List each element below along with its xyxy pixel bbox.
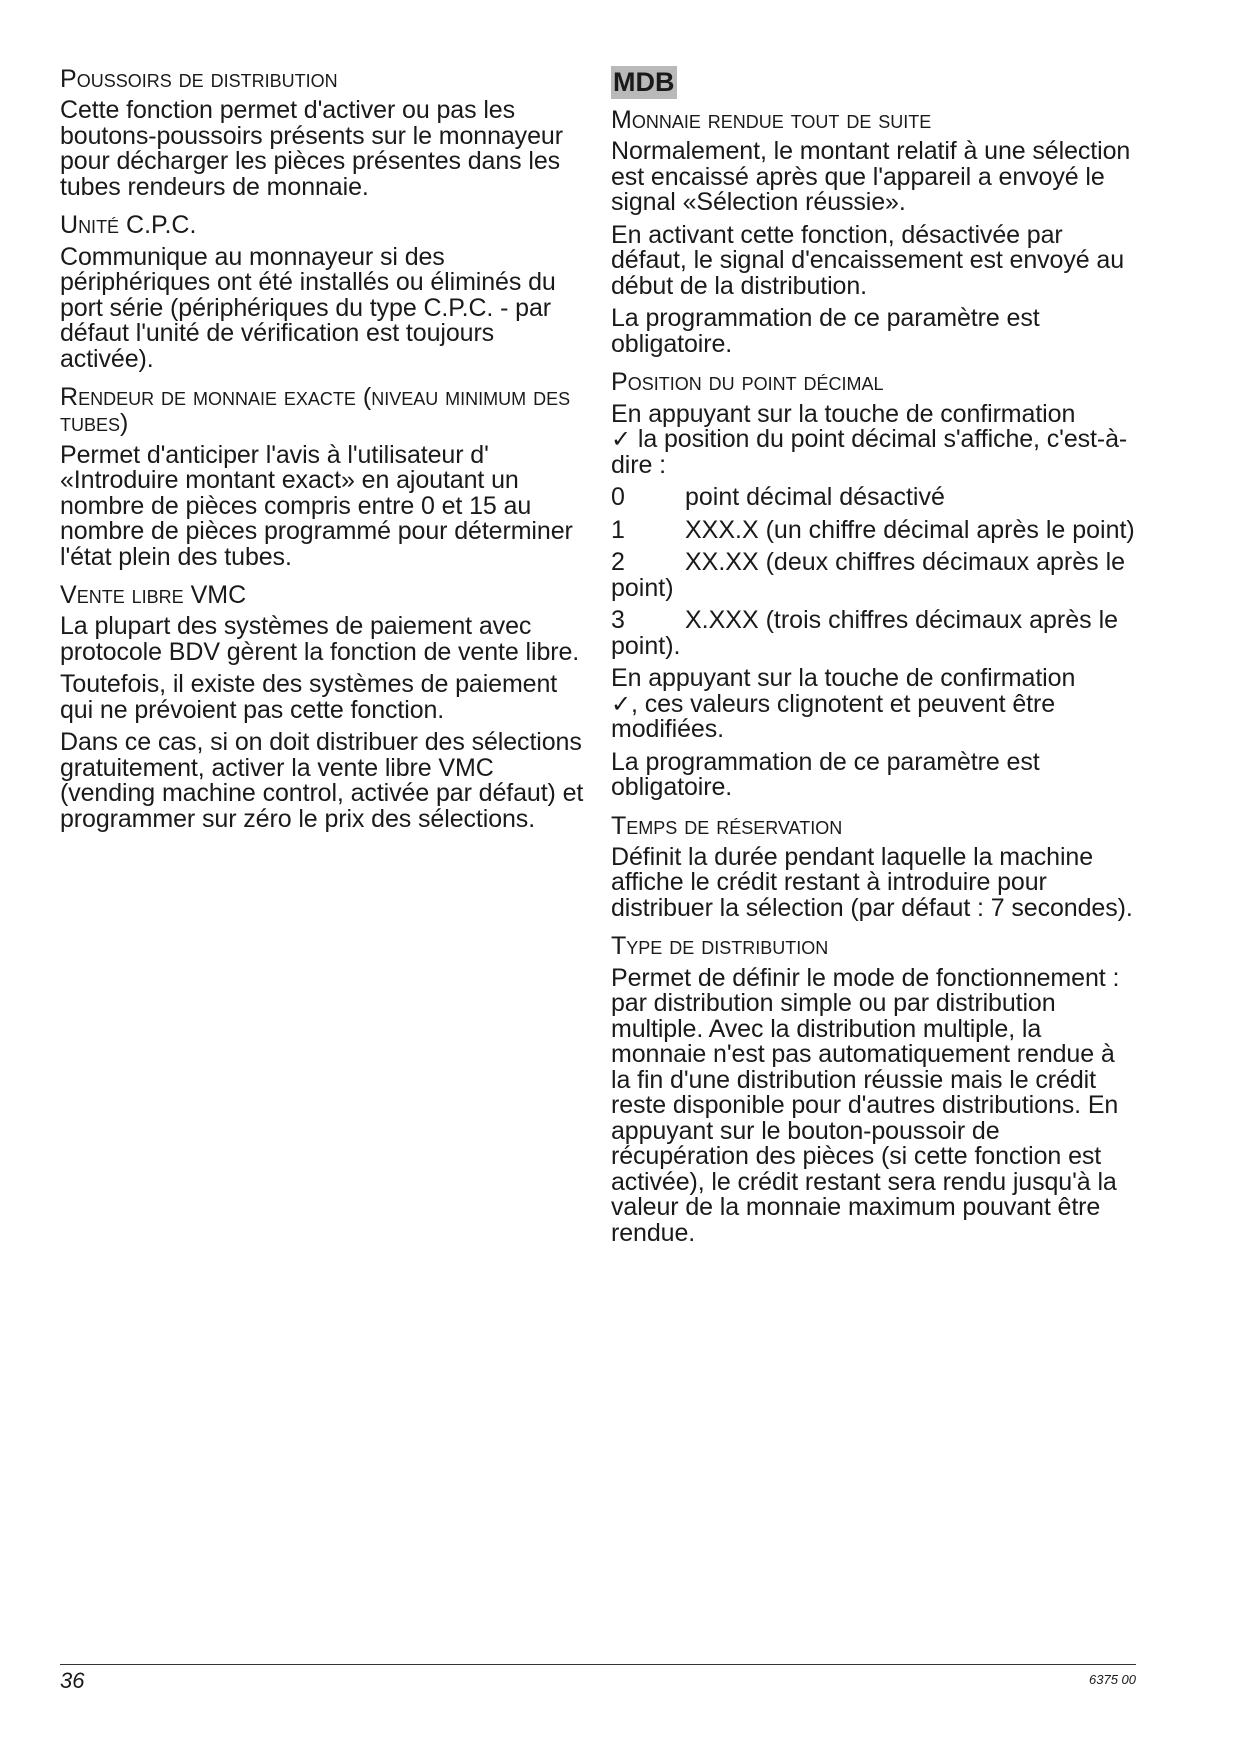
section-point-decimal [611,369,1136,800]
page-number: 36 [60,1668,85,1693]
option-item: 3 X.XXX (trois chiffres décimaux après le point). [611,606,1119,660]
section-monnaie-rendue [611,107,1136,357]
paragraph: Définit la durée pendant laquelle la machine affiche le crédit restant à introduire pour distribuer la sélection (par défaut : 7 secondes). [611,842,1133,922]
paragraph: Communique au monnayeur si des périphériques ont été installés ou éliminés du port série (périphériques du type C.P.C. - par défaut l'unité de vérification est toujours activée). [60,242,556,373]
section-vente-libre [60,582,585,832]
checkmark-icon: ✓ [611,689,632,718]
paragraph: Cette fonction permet d'activer ou pas les boutons-poussoirs présents sur le monnayeur pour décharger les pièces présentes dans les tubes rendeurs de monnaie. [60,96,563,201]
mdb-badge: MDB [613,67,675,97]
paragraph: Permet de définir le mode de fonctionnement : par distribution simple ou par distribution multiple. Avec la distribution multiple, la monnaie n'est pas automatiquement rendue à la fin d'une distribution réussie mais le crédit reste disponible pour d'autres distributions. En appuyant sur le bouton-poussoir de récupération des pièces (si cette fonction est activée), le crédit restant sera rendu jusqu'à la valeur de la monnaie maximum pouvant être rendue. [611,963,1120,1247]
section-heading: Position du point décimal [611,368,884,397]
paragraph: Permet d'anticiper l'avis à l'utilisateur d' «Introduire montant exact» en ajoutant un nombre de pièces compris entre 0 et 15 au nombre de pièces programmé pour déterminer l'état plein des tubes. [60,440,573,571]
paragraph: La plupart des systèmes de paiement avec protocole BDV gèrent la fonction de vente libre. [60,612,580,666]
paragraph: La programmation de ce paramètre est obligatoire. [611,304,1040,358]
option-item: 2 XX.XX (deux chiffres décimaux après le point) [611,548,1126,602]
section-heading: Type de distribution [611,932,829,961]
footer-rule [60,1664,1136,1665]
checkmark-icon: ✓ [611,425,632,453]
section-heading: Temps de réservation [611,811,843,840]
section-heading: Monnaie rendue tout de suite [611,106,932,134]
section-heading: Unité C.P.C. [60,211,197,240]
paragraph: Toutefois, il existe des systèmes de paiement qui ne prévoient pas cette fonction. [60,670,558,724]
section-type-distribution [611,933,1136,1246]
right-column [611,66,1136,1258]
option-item: 1 XXX.X (un chiffre décimal après le point) [611,515,1135,544]
left-column [60,66,585,844]
paragraph: Dans ce cas, si on doit distribuer des sélections gratuitement, activer la vente libre VMC (vending machine control, activée par défaut) et programmer sur zéro le prix des sélections. [60,728,584,833]
section-unite-cpc [60,212,585,372]
section-heading: Rendeur de monnaie exacte (niveau minimum des tubes) [60,383,571,438]
option-item: 0 point décimal désactivé [611,483,945,511]
paragraph: Normalement, le montant relatif à une sélection est encaissé après que l'appareil a envoyé le signal «Sélection réussie». [611,137,1131,217]
section-rendeur-monnaie [60,384,585,570]
paragraph: En activant cette fonction, désactivée par défaut, le signal d'encaissement est envoyé au début de la distribution. [611,220,1125,300]
section-heading: Poussoirs de distribution [60,65,338,93]
paragraph: En appuyant sur la touche de confirmation ✓, ces valeurs clignotent et peuvent être modifiées. [611,664,1076,743]
paragraph: En appuyant sur la touche de confirmation ✓ la position du point décimal s'affiche, c'est-à-dire : [611,399,1128,479]
paragraph: La programmation de ce paramètre est obligatoire. [611,747,1040,801]
document-reference: 6375 00 [1089,1672,1136,1687]
section-heading: Vente libre VMC [60,581,247,609]
section-temps-reservation [611,813,1136,922]
section-poussoirs [60,66,585,200]
